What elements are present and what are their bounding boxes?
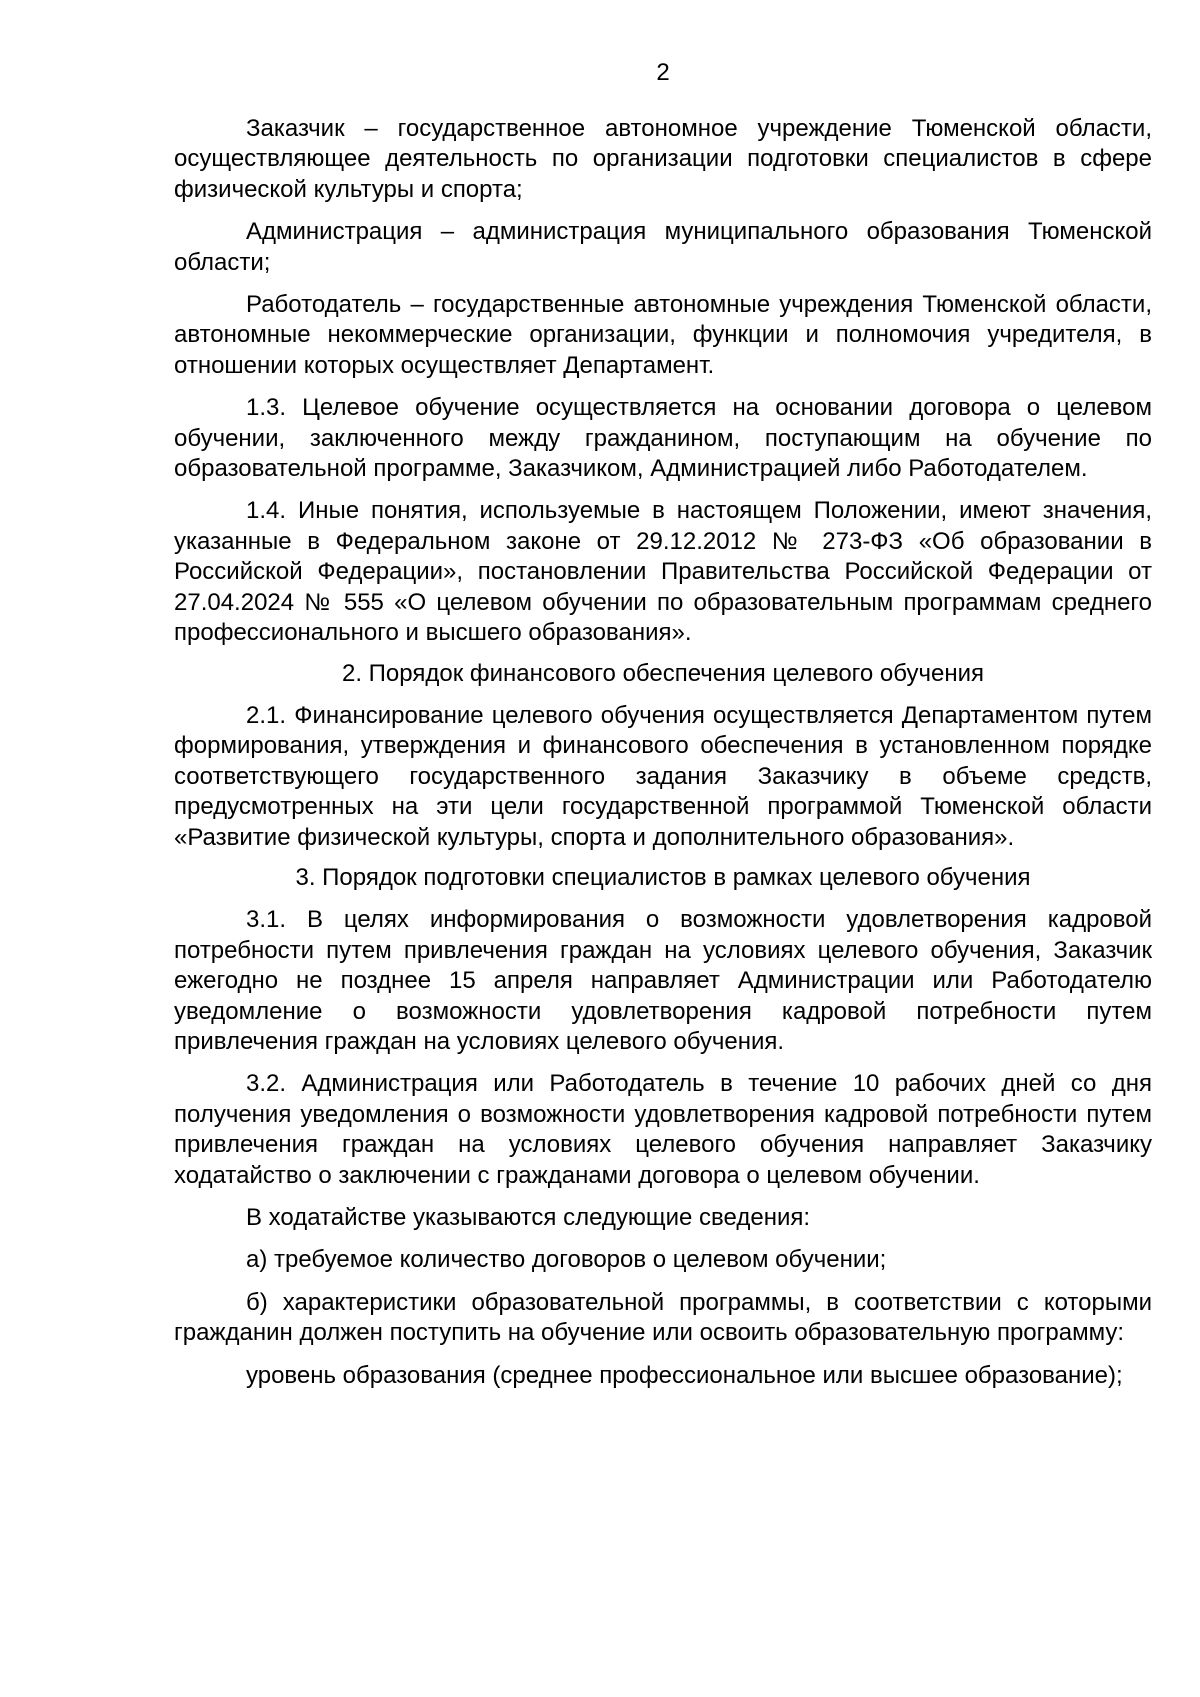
- paragraph-2-1: 2.1. Финансирование целевого обучения осуществляется Департаментом путем формирования, утверждения и финансового обеспечения в установленном порядке соответствующего государственного задания Заказчику в объеме средств, предусмотренных на эти цели государственной программой Тюменской области «Развитие физической культуры, спорта и дополнительного образования».: [174, 701, 1152, 851]
- section-heading-2: 2. Порядок финансового обеспечения целевого обучения: [342, 659, 984, 687]
- page-number: 2: [656, 59, 670, 86]
- paragraph-employer-definition: Работодатель – государственные автономные учреждения Тюменской области, автономные некоммерческие организации, функции и полномочия учредителя, в отношении которых осуществляет Департамент.: [174, 291, 1152, 379]
- paragraph-petition-info: В ходатайстве указываются следующие сведения:: [246, 1204, 811, 1231]
- paragraph-administration-definition: Администрация – администрация муниципального образования Тюменской области;: [174, 218, 1152, 276]
- paragraph-3-2: 3.2. Администрация или Работодатель в течение 10 рабочих дней со дня получения уведомления о возможности удовлетворения кадровой потребности путем привлечения граждан на условиях целевого обучения направляет Заказчику ходатайство о заключении с гражданами договора о целевом обучении.: [174, 1070, 1152, 1189]
- document-body: [174, 114, 1152, 1403]
- list-item-b: б) характеристики образовательной программы, в соответствии с которыми гражданин должен поступить на обучение или освоить образовательную программу:: [174, 1288, 1152, 1347]
- section-heading-3: 3. Порядок подготовки специалистов в рамках целевого обучения: [295, 863, 1031, 891]
- paragraph-customer-definition: Заказчик – государственное автономное учреждение Тюменской области, осуществляющее деятельность по организации подготовки специалистов в сфере физической культуры и спорта;: [174, 115, 1152, 203]
- paragraph-1-4: 1.4. Иные понятия, используемые в настоящем Положении, имеют значения, указанные в Федеральном законе от 29.12.2012 № 273-ФЗ «Об образовании в Российской Федерации», постановлении Правительства Российской Федерации от 27.04.2024 № 555 «О целевом обучении по образовательным программам среднего профессионального и высшего образования».: [174, 497, 1152, 647]
- paragraph-3-1: 3.1. В целях информирования о возможности удовлетворения кадровой потребности путем привлечения граждан на условиях целевого обучения, Заказчик ежегодно не позднее 15 апреля направляет Администрации или Работодателю уведомление о возможности удовлетворения кадровой потребности путем привлечения граждан на условиях целевого обучения.: [174, 906, 1152, 1055]
- paragraph-1-3: 1.3. Целевое обучение осуществляется на основании договора о целевом обучении, заключенного между гражданином, поступающим на обучение по образовательной программе, Заказчиком, Администрацией либо Работодателем.: [174, 394, 1152, 483]
- list-item-a: а) требуемое количество договоров о целевом обучении;: [246, 1246, 887, 1274]
- paragraph-education-level: уровень образования (среднее профессиональное или высшее образование);: [246, 1361, 1123, 1389]
